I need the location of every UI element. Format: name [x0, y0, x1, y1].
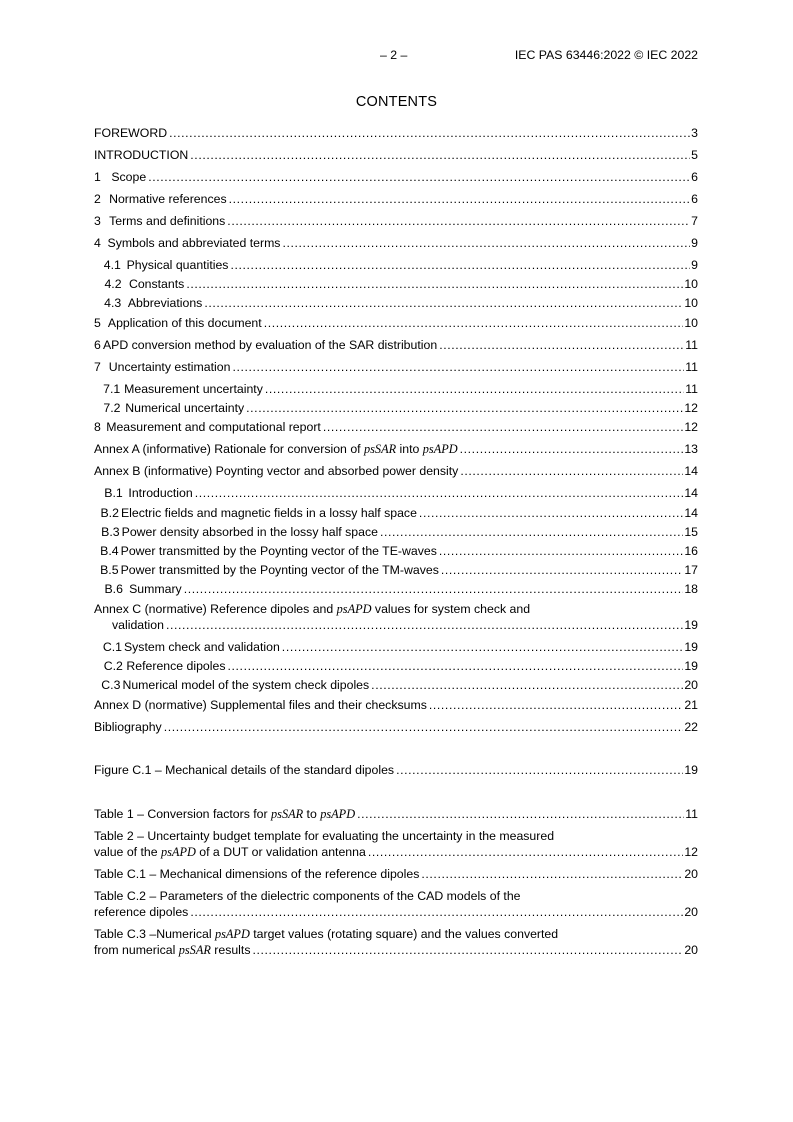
- toc-entry-c2[interactable]: C.2 Reference dipoles ..... 19: [94, 658, 698, 674]
- toc-entry-b4[interactable]: B.4 Power transmitted by the Poynting vector of the TE-waves ..... 16: [94, 543, 698, 559]
- toc-entry-annex-b[interactable]: Annex B (informative) Poynting vector and absorbed power density ..... 14: [94, 463, 698, 479]
- toc-entry-bibliography[interactable]: Bibliography ..... 22: [94, 719, 698, 735]
- toc-entry-physical-quantities[interactable]: 4.1 Physical quantities ..... 9: [94, 257, 698, 273]
- toc-entry-constants[interactable]: 4.2 Constants ..... 10: [94, 276, 698, 292]
- toc-table-2[interactable]: Table 2 – Uncertainty budget template for evaluating the uncertainty in the measured value of the psAPD of a DUT or validation antenna ..... 12: [94, 828, 698, 860]
- toc-table-c3[interactable]: Table C.3 –Numerical psAPD target values (rotating square) and the values converted from numerical psSAR results ..... 20: [94, 926, 698, 958]
- toc-entry-annex-c[interactable]: Annex C (normative) Reference dipoles and psAPD values for system check and validation ..... 19: [94, 601, 698, 633]
- toc-entry-scope[interactable]: 1 Scope ..... 6: [94, 169, 698, 185]
- toc-entry-apd-conversion[interactable]: 6 APD conversion method by evaluation of the SAR distribution ..... 11: [94, 337, 698, 353]
- toc-entry-b6[interactable]: B.6 Summary ..... 18: [94, 581, 698, 597]
- toc-entry-foreword[interactable]: FOREWORD ..... 3: [94, 125, 698, 141]
- toc-entry-application[interactable]: 5 Application of this document ..... 10: [94, 315, 698, 331]
- toc-entry-normative-references[interactable]: 2 Normative references ..... 6: [94, 191, 698, 207]
- toc-figure-c1[interactable]: Figure C.1 – Mechanical details of the standard dipoles ..... 19: [94, 762, 698, 778]
- toc-table-c2[interactable]: Table C.2 – Parameters of the dielectric components of the CAD models of the reference dipoles ..... 20: [94, 888, 698, 920]
- toc-entry-measurement-uncertainty[interactable]: 7.1 Measurement uncertainty ..... 11: [94, 381, 698, 397]
- toc-table-c1[interactable]: Table C.1 – Mechanical dimensions of the reference dipoles ..... 20: [94, 866, 698, 882]
- toc-table-1[interactable]: Table 1 – Conversion factors for psSAR to psAPD ..... 11: [94, 806, 698, 822]
- toc-entry-annex-d[interactable]: Annex D (normative) Supplemental files and their checksums ..... 21: [94, 697, 698, 713]
- toc-entry-numerical-uncertainty[interactable]: 7.2 Numerical uncertainty ..... 12: [94, 400, 698, 416]
- toc-entry-introduction[interactable]: INTRODUCTION ..... 5: [94, 147, 698, 163]
- toc-entry-symbols[interactable]: 4 Symbols and abbreviated terms ..... 9: [94, 235, 698, 251]
- standard-reference: IEC PAS 63446:2022 © IEC 2022: [514, 48, 698, 62]
- toc-entry-c1[interactable]: C.1 System check and validation ..... 19: [94, 639, 698, 655]
- toc-entry-uncertainty[interactable]: 7 Uncertainty estimation ..... 11: [94, 359, 698, 375]
- toc-entry-b2[interactable]: B.2 Electric fields and magnetic fields in a lossy half space ..... 14: [94, 505, 698, 521]
- toc-entry-c3[interactable]: C.3 Numerical model of the system check dipoles ..... 20: [94, 677, 698, 693]
- page-header: [94, 48, 698, 66]
- toc-entry-b3[interactable]: B.3 Power density absorbed in the lossy half space ..... 15: [94, 524, 698, 540]
- toc-entry-b1[interactable]: B.1 Introduction ..... 14: [94, 485, 698, 501]
- toc-entry-b5[interactable]: B.5 Power transmitted by the Poynting vector of the TM-waves ..... 17: [94, 562, 698, 578]
- toc-entry-annex-a[interactable]: Annex A (informative) Rationale for conversion of psSAR into psAPD ..... 13: [94, 441, 698, 457]
- toc-entry-terms-definitions[interactable]: 3 Terms and definitions ..... 7: [94, 213, 698, 229]
- page-number: – 2 –: [380, 48, 408, 62]
- toc-entry-report[interactable]: 8 Measurement and computational report ..... 12: [94, 419, 698, 435]
- toc-entry-abbreviations[interactable]: 4.3 Abbreviations ..... 10: [94, 295, 698, 311]
- contents-title: CONTENTS: [355, 94, 438, 110]
